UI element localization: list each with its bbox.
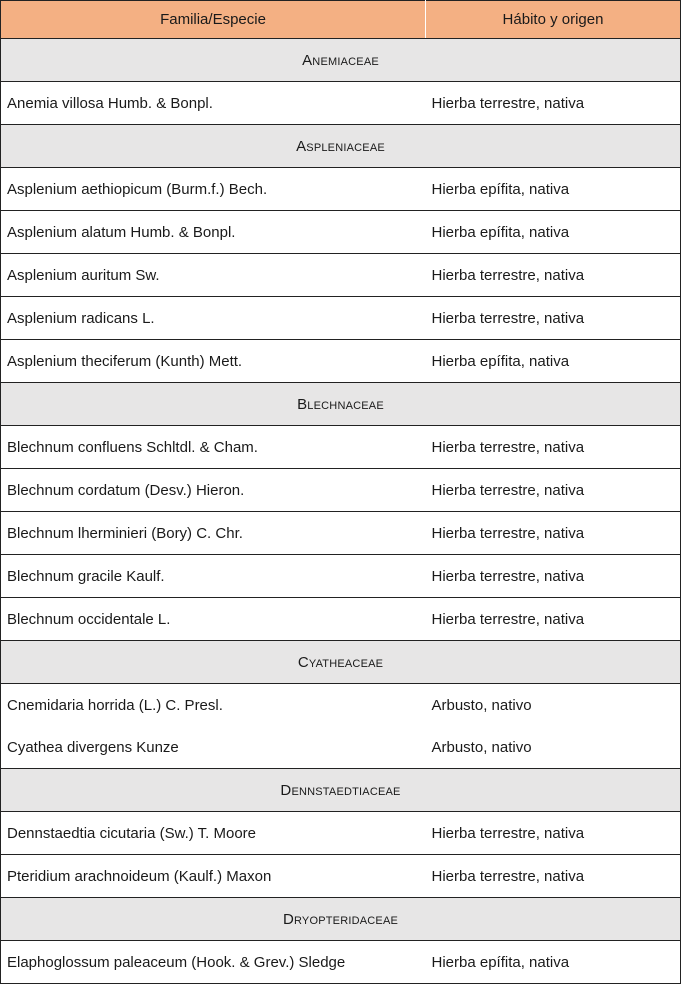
table-row xyxy=(1,941,681,984)
table-row xyxy=(1,469,681,512)
habit-cell: Hierba terrestre, nativa xyxy=(426,812,681,855)
table-row xyxy=(1,297,681,340)
habit-cell: Hierba terrestre, nativa xyxy=(426,598,681,641)
family-row xyxy=(1,125,681,168)
habit-cell: Hierba epífita, nativa xyxy=(426,211,681,254)
family-name: Anemiaceae xyxy=(1,39,681,82)
header-species: Familia/Especie xyxy=(1,1,426,39)
habit-cell: Hierba epífita, nativa xyxy=(426,340,681,383)
table-row xyxy=(1,855,681,898)
habit-cell: Hierba terrestre, nativa xyxy=(426,297,681,340)
species-cell: Asplenium theciferum (Kunth) Mett. xyxy=(1,340,426,383)
table-row xyxy=(1,726,681,769)
family-row xyxy=(1,383,681,426)
family-name: Blechnaceae xyxy=(1,383,681,426)
habit-cell: Hierba terrestre, nativa xyxy=(426,555,681,598)
species-cell: Elaphoglossum paleaceum (Hook. & Grev.) Sledge xyxy=(1,941,426,984)
header-row xyxy=(1,1,681,39)
species-cell: Blechnum lherminieri (Bory) C. Chr. xyxy=(1,512,426,555)
table-row xyxy=(1,426,681,469)
table-row xyxy=(1,812,681,855)
habit-cell: Hierba terrestre, nativa xyxy=(426,469,681,512)
family-row xyxy=(1,641,681,684)
family-name: Cyatheaceae xyxy=(1,641,681,684)
species-cell: Blechnum confluens Schltdl. & Cham. xyxy=(1,426,426,469)
species-cell: Asplenium alatum Humb. & Bonpl. xyxy=(1,211,426,254)
habit-cell: Hierba terrestre, nativa xyxy=(426,426,681,469)
species-cell: Anemia villosa Humb. & Bonpl. xyxy=(1,82,426,125)
species-cell: Blechnum occidentale L. xyxy=(1,598,426,641)
species-cell: Asplenium radicans L. xyxy=(1,297,426,340)
habit-cell: Hierba epífita, nativa xyxy=(426,168,681,211)
table-row xyxy=(1,211,681,254)
table-row xyxy=(1,684,681,727)
habit-cell: Hierba terrestre, nativa xyxy=(426,82,681,125)
habit-cell: Arbusto, nativo xyxy=(426,684,681,727)
table-row xyxy=(1,555,681,598)
table-row xyxy=(1,254,681,297)
species-cell: Dennstaedtia cicutaria (Sw.) T. Moore xyxy=(1,812,426,855)
family-row xyxy=(1,898,681,941)
habit-cell: Arbusto, nativo xyxy=(426,726,681,769)
table-row xyxy=(1,82,681,125)
family-name: Aspleniaceae xyxy=(1,125,681,168)
family-name: Dennstaedtiaceae xyxy=(1,769,681,812)
species-cell: Asplenium auritum Sw. xyxy=(1,254,426,297)
table-row xyxy=(1,512,681,555)
table-row xyxy=(1,598,681,641)
habit-cell: Hierba epífita, nativa xyxy=(426,941,681,984)
species-cell: Blechnum cordatum (Desv.) Hieron. xyxy=(1,469,426,512)
habit-cell: Hierba terrestre, nativa xyxy=(426,254,681,297)
species-cell: Asplenium aethiopicum (Burm.f.) Bech. xyxy=(1,168,426,211)
species-cell: Blechnum gracile Kaulf. xyxy=(1,555,426,598)
species-cell: Cnemidaria horrida (L.) C. Presl. xyxy=(1,684,426,727)
family-name: Dryopteridaceae xyxy=(1,898,681,941)
species-cell: Pteridium arachnoideum (Kaulf.) Maxon xyxy=(1,855,426,898)
habit-cell: Hierba terrestre, nativa xyxy=(426,512,681,555)
table-row xyxy=(1,168,681,211)
header-habit: Hábito y origen xyxy=(426,1,681,39)
habit-cell: Hierba terrestre, nativa xyxy=(426,855,681,898)
family-row xyxy=(1,769,681,812)
table-row xyxy=(1,340,681,383)
family-row xyxy=(1,39,681,82)
species-cell: Cyathea divergens Kunze xyxy=(1,726,426,769)
